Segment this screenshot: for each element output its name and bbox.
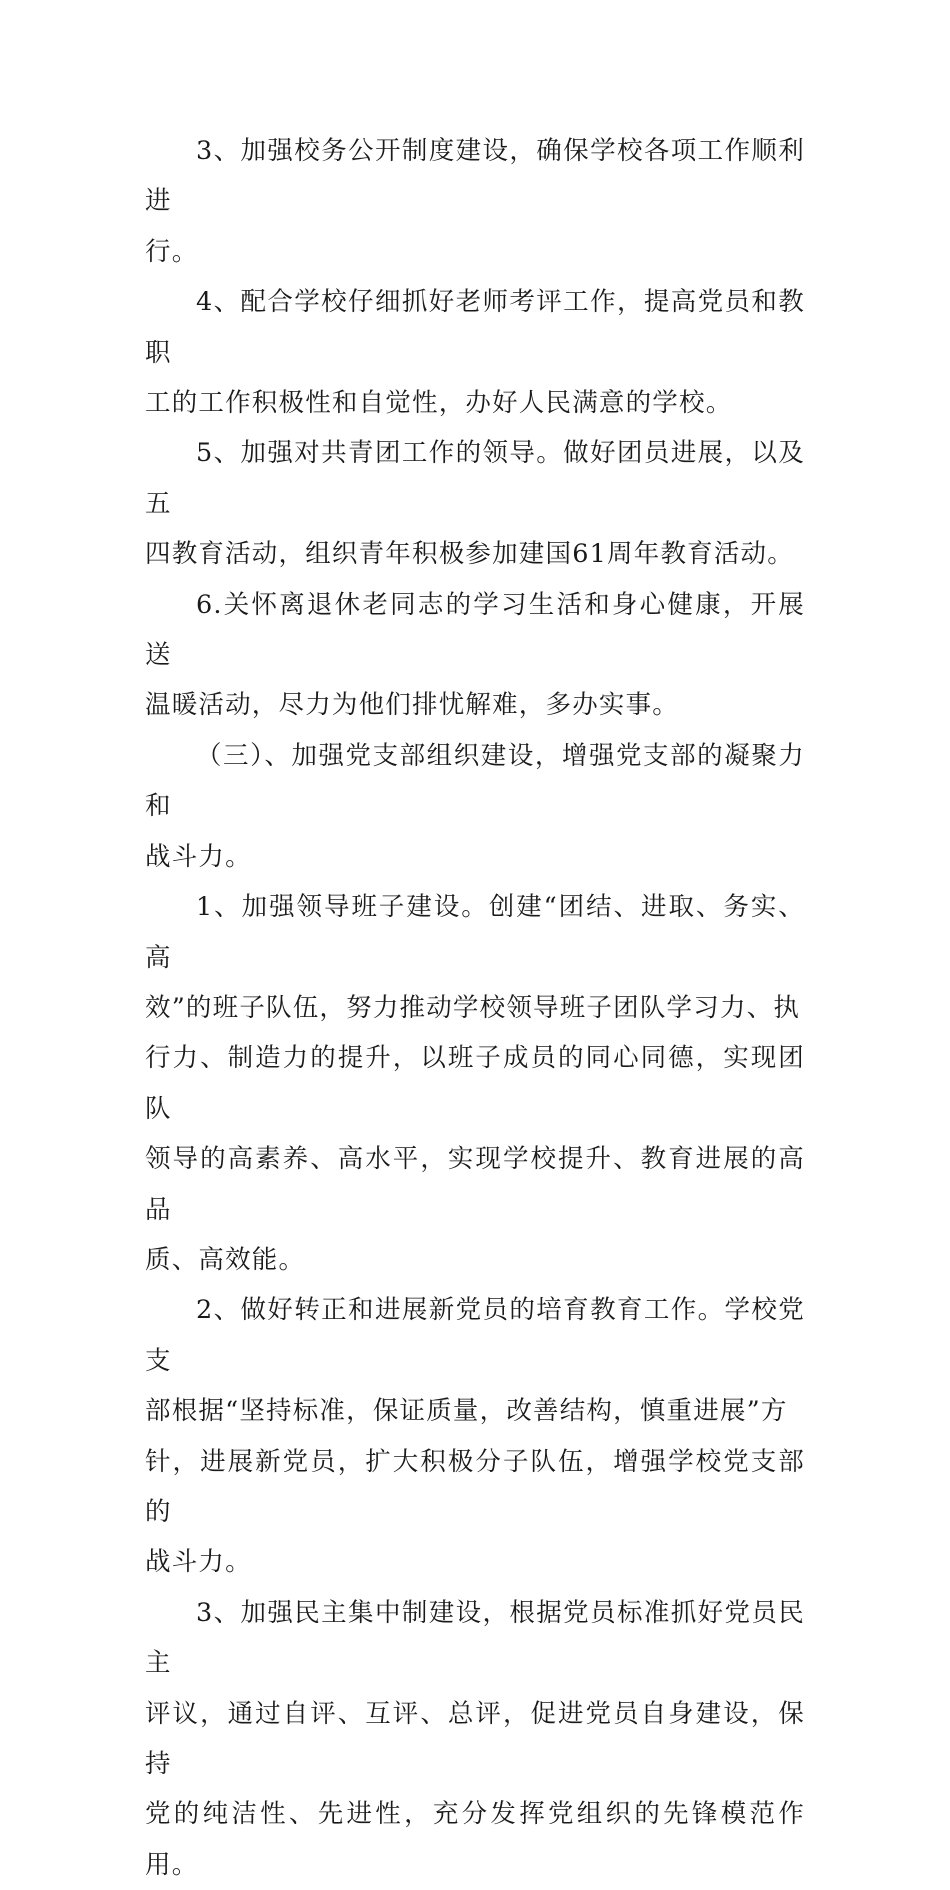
paragraph-item-4-teacher-evaluation: 4、配合学校仔细抓好老师考评工作，提高党员和教职 工的工作积极性和自觉性，办好人民满意的学校。 (145, 287, 805, 419)
paragraph-item-3-school-affairs: 3、加强校务公开制度建设，确保学校各项工作顺利进 行。 (145, 136, 805, 267)
paragraph-section-3-item-2: 2、做好转正和进展新党员的培育教育工作。学校党支 部根据“坚持标准，保证质量，改善结构，慎重进展”方 针，进展新党员，扩大积极分子队伍，增强学校党支部的 战斗力。 (145, 1295, 805, 1578)
paragraph-section-3-item-3: 3、加强民主集中制建设，根据党员标准抓好党员民主 评议，通过自评、互评、总评，促进党员自身建设，保持 党的纯洁性、先进性，充分发挥党组织的先锋模范作用。 (145, 1597, 805, 1880)
section-heading-3: （三）、加强党支部组织建设，增强党支部的凝聚力和 战斗力。 (145, 740, 805, 872)
document-body (145, 126, 805, 1890)
paragraph-item-5-youth-league: 5、加强对共青团工作的领导。做好团员进展，以及五 四教育活动，组织青年积极参加建国61周年教育活动。 (145, 438, 805, 570)
paragraph-section-3-item-1: 1、加强领导班子建设。创建“团结、进取、务实、高 效”的班子队伍，努力推动学校领导班子团队学习力、执 行力、制造力的提升，以班子成员的同心同德，实现团队 领导的高素养、高水平，实现学校提升、教育进展的高品 质、高效能。 (145, 892, 805, 1275)
paragraph-item-6-retirees: 6.关怀离退休老同志的学习生活和身心健康，开展送 温暖活动，尽力为他们排忧解难，多办实事。 (145, 589, 805, 721)
